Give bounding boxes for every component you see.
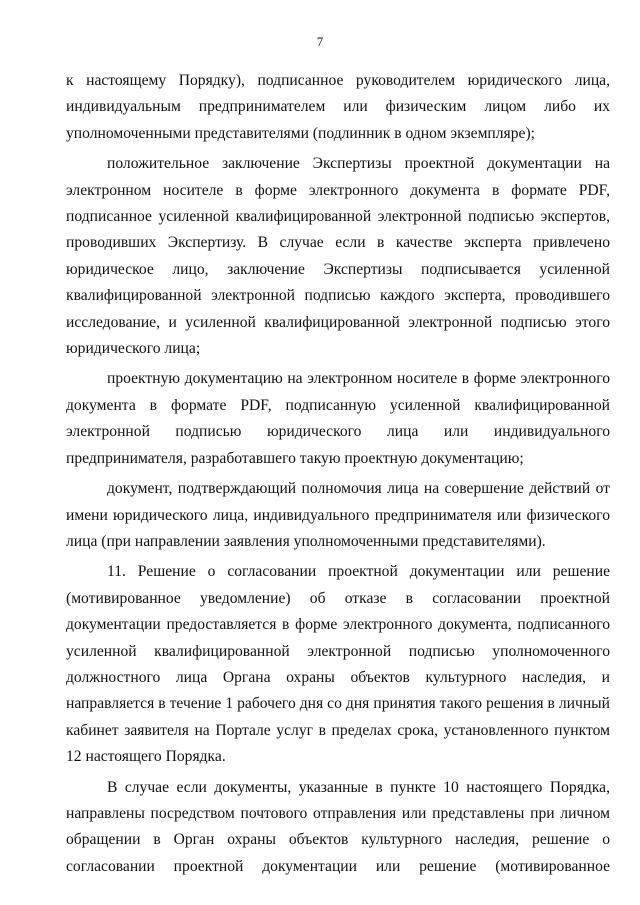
paragraph-project-documentation: проектную документацию на электронном носителе в форме электронного документа в формате PDF, подписанную усиленной квалифицированной электронной подписью юридического лица или индивидуального предпринимателя, разработавшего такую проектную документацию; [66, 370, 610, 467]
paragraph-item-11: 11. Решение о согласовании проектной документации или решение (мотивированное уведомление) об отказе в согласовании проектной документации предоставляется в форме электронного документа, подписанного усиленной квалифицированной электронной подписью уполномоченного должностного лица Органа охраны объектов культурного наследия, и направляется в течение 1 рабочего дня со дня принятия такого решения в личный кабинет заявителя на Портале услуг в пределах срока, установленного пунктом 12 настоящего Порядка. [66, 563, 610, 766]
paragraph-continuation: к настоящему Порядку), подписанное руководителем юридического лица, индивидуальным предпринимателем или физическим лицом либо их уполномоченными представителями (подлинник в одном экземпляре); [66, 72, 610, 142]
document-body [66, 68, 610, 884]
paragraph-authority-document: документ, подтверждающий полномочия лица на совершение действий от имени юридического лица, индивидуального предпринимателя или физического лица (при направлении заявления уполномоченными представителями). [66, 480, 610, 550]
page-number: 7 [316, 34, 324, 49]
paragraph-expert-conclusion: положительное заключение Экспертизы проектной документации на электронном носителе в форме электронного документа в формате PDF, подписанное усиленной квалифицированной электронной подписью экспертов, проводивших Экспертизу. В случае если в качестве эксперта привлечено юридическое лицо, заключение Экспертизы подписывается усиленной квалифицированной электронной подписью каждого эксперта, проводившего исследование, и усиленной квалифицированной электронной подписью этого юридического лица; [66, 155, 610, 358]
paragraph-postal-case: В случае если документы, указанные в пункте 10 настоящего Порядка, направлены посредством почтового отправления или представлены при личном обращении в Орган охраны объектов культурного наследия, решение о согласовании проектной документации или решение (мотивированное [66, 778, 610, 875]
